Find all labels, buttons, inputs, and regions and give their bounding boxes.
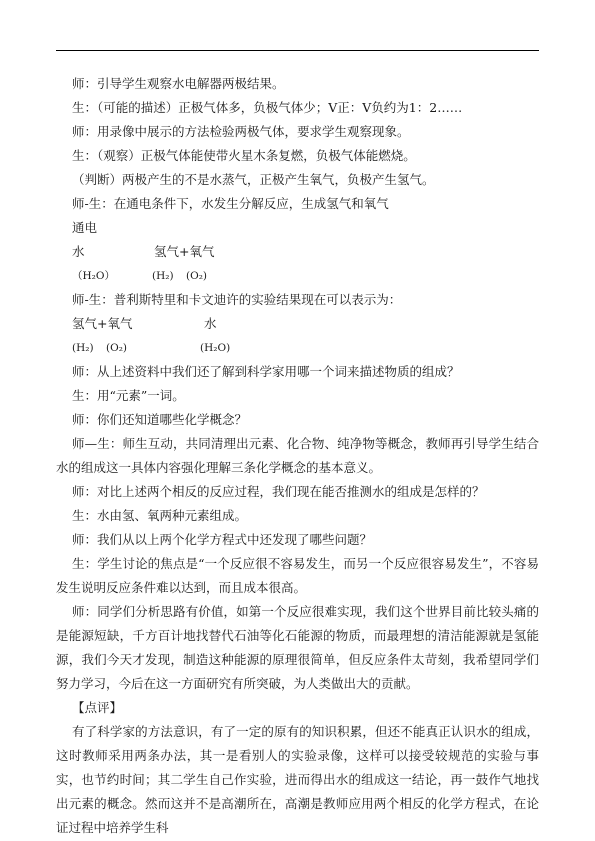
text-line: 生：用“元素”一词。 xyxy=(72,388,185,403)
text-line: 师：对比上述两个相反的反应过程，我们现在能否推测水的组成是怎样的？ xyxy=(72,484,485,499)
equation-2-product-formula: (H₂O) xyxy=(200,342,231,354)
text-line: 师：你们还知道哪些化学概念？ xyxy=(72,412,248,427)
paragraph-comment: 有了科学家的方法意识，有了一定的原有的知识积累，但还不能真正认识水的组成，这时教师采用两条办法，其一是看别人的实验录像，这样可以接受较规范的实验与事实，也节约时间；其二学生自己作实验，进而得出水的组成这一结论，再一鼓作气地找出元素的概念。然而这并不是高潮所在，高潮是教师应用两个相反的化学方程式，在论证过程中培养学生科 xyxy=(56,724,539,835)
equation-2-words xyxy=(56,312,539,336)
document-body xyxy=(56,72,539,840)
equation-2-reactant-formula-1: (H₂) xyxy=(72,342,94,354)
equation-1-condition xyxy=(56,216,539,240)
equation-1-reactant-formula: （H₂O） xyxy=(72,270,115,282)
paragraph-student-discussion: 生：学生讨论的焦点是“一个反应很不容易发生，而另一个反应很容易发生”，不容易发生说明反应条件难以达到，而且成本很高。 xyxy=(56,556,539,595)
equation-1-product-formula-2: (O₂) xyxy=(186,270,208,282)
text-line: 生：水由氢、氧两种元素组成。 xyxy=(72,508,248,523)
text-line: （判断）两极产生的不是水蒸气，正极产生氧气，负极产生氢气。 xyxy=(72,172,435,187)
text-line: 师-生：在通电条件下，水发生分解反应，生成氢气和氧气 xyxy=(72,196,389,211)
header-rule xyxy=(56,50,539,51)
text-line: 师：引导学生观察水电解器两极结果。 xyxy=(72,76,285,91)
equation-1-words xyxy=(56,240,539,264)
equation-1-products: 氢气+氧气 xyxy=(154,244,215,259)
paragraph-teacher-energy: 师：同学们分析思路有价值，如第一个反应很难实现，我们这个世界目前比较头痛的是能源短缺，千方百计地找替代石油等化石能源的物质，而最理想的清洁能源就是氢能源，我们今天才发现，制造这种能源的原理很简单，但反应条件太苛刻，我希望同学们努力学习，今后在这一方面研究有所突破，为人类做出大的贡献。 xyxy=(56,604,539,691)
equation-2-reactant-formula-2: (O₂) xyxy=(106,342,128,354)
equation-1-reactant: 水 xyxy=(72,244,85,259)
text-line: 生：（可能的描述）正极气体多，负极气体少；V正：V负约为1：2…… xyxy=(72,100,463,115)
equation-2-formulas xyxy=(56,336,539,360)
equation-1-formulas xyxy=(56,264,539,288)
text-line: 生：（观察）正极气体能使带火星木条复燃，负极气体能燃烧。 xyxy=(72,148,416,163)
equation-1-product-formula-1: (H₂) xyxy=(152,270,174,282)
text-line: 师：从上述资料中我们还了解到科学家用哪一个词来描述物质的组成？ xyxy=(72,364,460,379)
comment-heading: 【点评】 xyxy=(72,700,123,715)
text-line: 师：我们从以上两个化学方程式中还发现了哪些问题？ xyxy=(72,532,373,547)
text-line: 师-生：普利斯特里和卡文迪许的实验结果现在可以表示为： xyxy=(72,292,402,307)
equation-2-reactants: 氢气+氧气 xyxy=(72,316,133,331)
equation-2-product: 水 xyxy=(204,316,217,331)
paragraph-teacher-interaction: 师—生：师生互动，共同清理出元素、化合物、纯净物等概念，教师再引导学生结合水的组成这一具体内容强化理解三条化学概念的基本意义。 xyxy=(56,436,539,475)
reaction-condition: 通电 xyxy=(72,220,98,235)
text-line: 师：用录像中展示的方法检验两极气体，要求学生观察现象。 xyxy=(72,124,410,139)
